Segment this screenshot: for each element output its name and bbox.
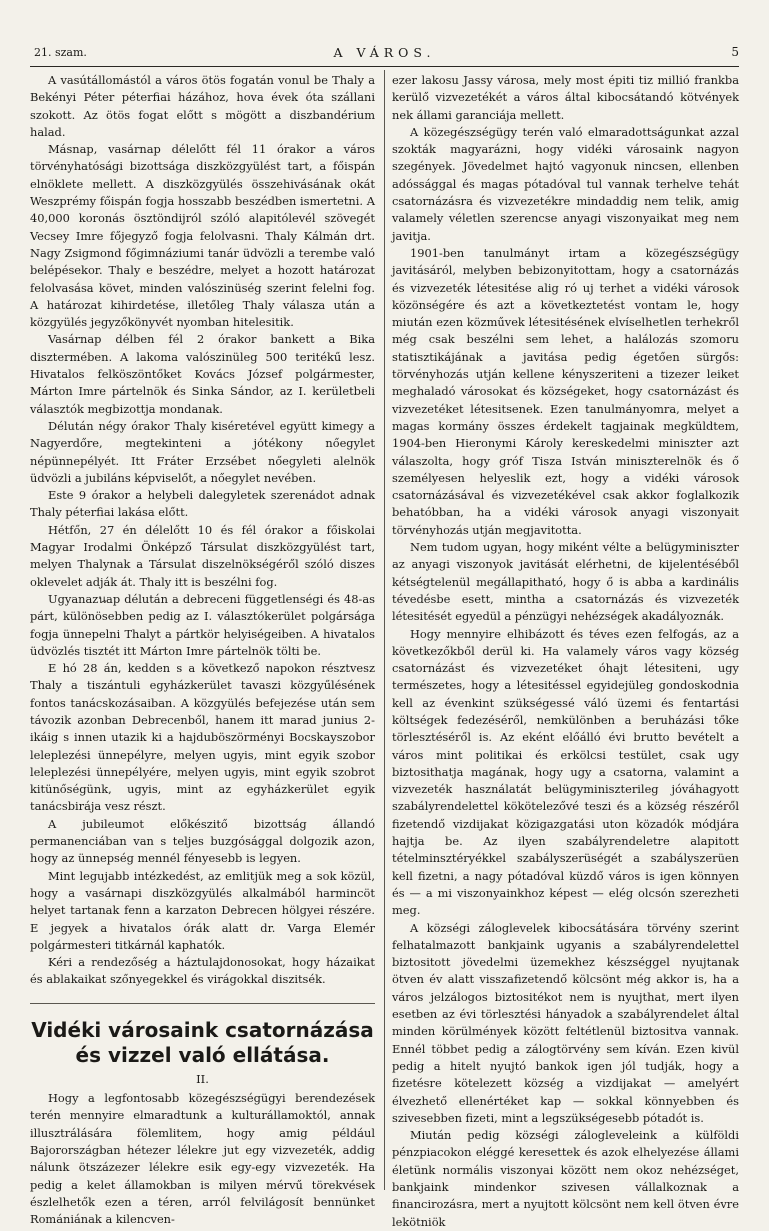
left-column xyxy=(30,72,375,1228)
paragraph: Vasárnap délben fél 2 órakor bankett a Bika disztermében. A lakoma valószinüleg 500 teritékű lesz. Hivatalos felköszöntőket Kovács József polgármester, Márton Imre pártelnök és Sinka Sándor, az I. kerületbeli választók megbizottja mondanak. xyxy=(30,332,375,416)
running-head xyxy=(30,44,739,64)
paragraph: Miután pedig községi zálogleveleink a külföldi pénzpiacokon eléggé keresettek és azok elhelyezése állami életünk normális viszonyai között nem okoz nehézséget, bankjaink mindenkor szivesen vállalkoznak a financirozásra, mert a nyujtott kölcsönt nem kell ötven évre lekötniök xyxy=(392,1128,739,1229)
paragraph: A községi záloglevelek kibocsátására törvény szerint felhatalmazott bankjaink ugyanis a szabályrendelettel biztositott jövedelmi üzemekhez készséggel nyujtanak ötven év alatt visszafizetendő kölcsönt még akkor is, ha a város jelzálogos biztositékot nem is nyujthat, mert ilyen esetben az évi törlesztési hányadok a szabályrendelet által minden körülmények között feltétlenül biztositva vannak. Ennél többet pedig a zálogtörvény sem kíván. Ezen kivül pedig a hitelt nyujtó bankok igen jól tudják, hogy a fizetésre kötelezett község a vizdijakat — amelyért élvezhető ellenértéket kap — sokkal könnyebben és szivesebben fizeti, mint a legszükségesebb pótadót is. xyxy=(392,920,739,1125)
paragraph: Másnap, vasárnap délelőtt fél 11 órakor a város törvényhatósági bizottsága diszközgyülést tart, a főispán elnöklete mellett. A diszközgyülés összehivásának okát Weszprémy főispán fogja hosszabb beszédben ismertetni. A 40,000 koronás ösztöndijról szóló alapitólevél szövegét Vecsey Imre főjegyző fogja felolvasni. Thaly Kálmán drt. Nagy Zsigmond főgimnáziumi tanár üdvözli a terembe való belépésekor. Thaly e beszédre, melyet a hozott határozat felolvasása követ, minden valószinüség szerint felelni fog. A határozat kihirdetése, illetőleg Thaly válasza után a közgyülés jegyzőkönyvét nyomban hitelesitik. xyxy=(30,142,375,330)
paragraph: A vasútállomástól a város ötös fogatán vonul be Thaly a Bekényi Péter péterfiai házához, hova évek óta szállani szokott. Az ötös fogat előtt s mögött a diszbandérium halad. xyxy=(30,73,375,139)
paragraph: A közegészségügy terén való elmaradottságunkat azzal szokták magyarázni, hogy vidéki városaink nagyon szegények. Jövedelmet hajtó vagyonuk nincsen, ellenben adóssággal és magas pótadóval tul vannak terhelve tehát csatornázásra és vizvezetékre mindaddig nem telik, amig valamely véletlen szerencse anyagi viszonyaikat meg nem javitja. xyxy=(392,124,739,243)
column-divider xyxy=(384,70,385,1190)
right-column xyxy=(392,72,739,1231)
header-rule xyxy=(30,66,739,67)
paragraph: Mint legujabb intézkedést, az emlitjük meg a sok közül, hogy a vasárnapi diszközgyülés alkalmából harmincöt helyet tartanak fenn a karzaton Debrecen hölgyei részére. E jegyek a hivatalos órák alatt dr. Varga Elemér polgármesteri titkárnál kaphatók. xyxy=(30,868,375,952)
masthead-title: A VÁROS. xyxy=(333,45,436,60)
paragraph: Délután négy órakor Thaly kiséretével együtt kimegy a Nagyerdőre, megtekinteni a jótékony nőegylet népünnepélyét. Itt Fráter Erzsébet nőegyleti alelnök üdvözli a jubiláns képviselőt, a nőegylet nevében. xyxy=(30,418,375,485)
article-part-number: II. xyxy=(196,1071,209,1086)
issue-number: 21. szam. xyxy=(34,46,87,59)
paragraph: Hogy mennyire elhibázott és téves ezen felfogás, az a következőkből derül ki. Ha valamely város vagy község csatornázást és vizvezetéket óhajt létesiteni, ugy természetes, hogy a létesitéssel egyidejüleg gondoskodnia kell az évenkint szükségessé váló üzemi és fentartási költségek fedezéséről, nemkülönben a beruházási tőke törlesztéséről is. Az eként előálló évi brutto bevételt a város mint politikai és erkölcsi testület, csak ugy biztosithatja magának, hogy ugy a csatorna, valamint a vizvezeték használatát belügyminiszterileg jóváhagyott szabályrendelettel kökötelezővé teszi és a község részéről fizetendő vizdijakat közigazgatási uton közadók módjára hajtja be. Az ilyen szabályrendeletre alapitott tételminsztéryékkel szabályszerüségét a szabályszerüen kell fizetni, a nagy pótadóval küzdő város is igen könnyen és — a mi viszonyainkhoz képest — elég olcsón szerezheti meg. xyxy=(392,626,739,918)
page-number: 5 xyxy=(731,45,739,59)
paragraph: 1901-ben tanulmányt irtam a közegészségügy javitásáról, melyben bebizonyitottam, hogy a csatornázás és vizvezeték létesitése alig ró uj terhet a vidéki városok közönségére és azt a következtetést vontam le, hogy miután ezen közművek létesitésének elvíselhetlen terhekről még csak beszélni sem lehet, a halálozás szomoru statisztikájának a javitása pedig égetően sürgős: törvényhozás utján kellene kényszeriteni a tizezer leiket meghaladó városokat és községeket, hogy csatornázást és vizvezetéket létesitsenek. Ezen tanulmányomra, melyet a magas kormány összes érdekelt tagjainak megküldtem, 1904-ben Hieronymi Károly kereskedelmi miniszter azt válaszolta, hogy gróf Tisza István miniszterelnök és ő személyesen helyeslik ezt, hogy a vidéki városok csatornázásával és vizvezetékével csak akkor foglalkozik behatóbban, ha a vidéki városok anyagi viszonyait törvényhozás utján megjavitotta. xyxy=(392,245,739,537)
paragraph: ezer lakosu Jassy városa, mely most épiti tiz millió frankba kerülő vizvezetékét a város által kibocsátandó kötvények nek állami garanciája mellett. xyxy=(392,73,739,122)
paragraph: Ugyanazนap délután a debreceni függetlenségi és 48-as párt, különösebben pedig az I. választókerület polgársága fogja ünnepelni Thalyt a pártkör helyiségeiben. A hivatalos üdvözlés tisztét itt Márton Imre pártelnök tölti be. xyxy=(30,591,375,658)
paragraph: Kéri a rendezőség a háztulajdonosokat, hogy házaikat és ablakaikat szőnyegekkel és virágokkal diszitsék. xyxy=(30,955,375,987)
paragraph: Nem tudom ugyan, hogy miként vélte a belügyminiszter az anyagi viszonyok javitását elérhetni, de kijelentéséből kétségtelenül megállapitható, hogy ő is abba a kardinális tévedésbe esett, mintha a csatornázás és vizvezeték létesitését egyedül a pénzügyi nehézségek akadályoznák. xyxy=(392,540,739,624)
paragraph: A jubileumot előkészitő bizottság állandó permanenciában van s teljes buzgósággal dolgozik azon, hogy az ünnepség mennél fényesebb is legyen. xyxy=(30,816,375,866)
paragraph: Hogy a legfontosabb közegészségügyi berendezések terén mennyire elmaradtunk a kulturállamoktól, annak illusztrálására fölemlitem, hogy amig például Bajorországban hétezer lélekre jut egy vizvezeték, addig nálunk ötszázezer lélekre esik egy-egy vizvezeték. Ha pedig a kelet államokban is milyen mérvű törekvések észlelhetők ezen a téren, arról felvilágosít bennünket Romániának a kilencven- xyxy=(30,1091,375,1227)
paragraph: Hétfőn, 27 én délelőtt 10 és fél órakor a főiskolai Magyar Irodalmi Önképző Társulat diszközgyülést tart, melyen Thalynak a Társulat diszelnökségéről szóló diszes oklevelet adják át. Thaly itt is beszélni fog. xyxy=(30,522,375,589)
paragraph: E hó 28 án, kedden s a következő napokon résztvesz Thaly a tiszántuli egyházkerület tavaszi közgyűlésének fontos tanácskozásaiban. A közgyülés befejezése után sem távozik azonban Debrecenből, hanem itt marad junius 2-ikáig s innen utazik ki a hajduböszörményi Bocskayszobor leleplezési ünnepélyre, melyen ugyis, mint egyik szobor leleplezési ünnepélyére, melyen ugyis, mint egyik szobrot kitünőségünk, ugyis, mint az egyházkerület egyik tanácsbirája vesz részt. xyxy=(30,661,375,814)
article-title: Vidéki városaink csatornázása és vizzel való ellátása. xyxy=(30,1003,375,1068)
paragraph: Este 9 órakor a helybeli dalegyletek szerenádot adnak Thaly péterfiai lakása előtt. xyxy=(30,488,375,520)
